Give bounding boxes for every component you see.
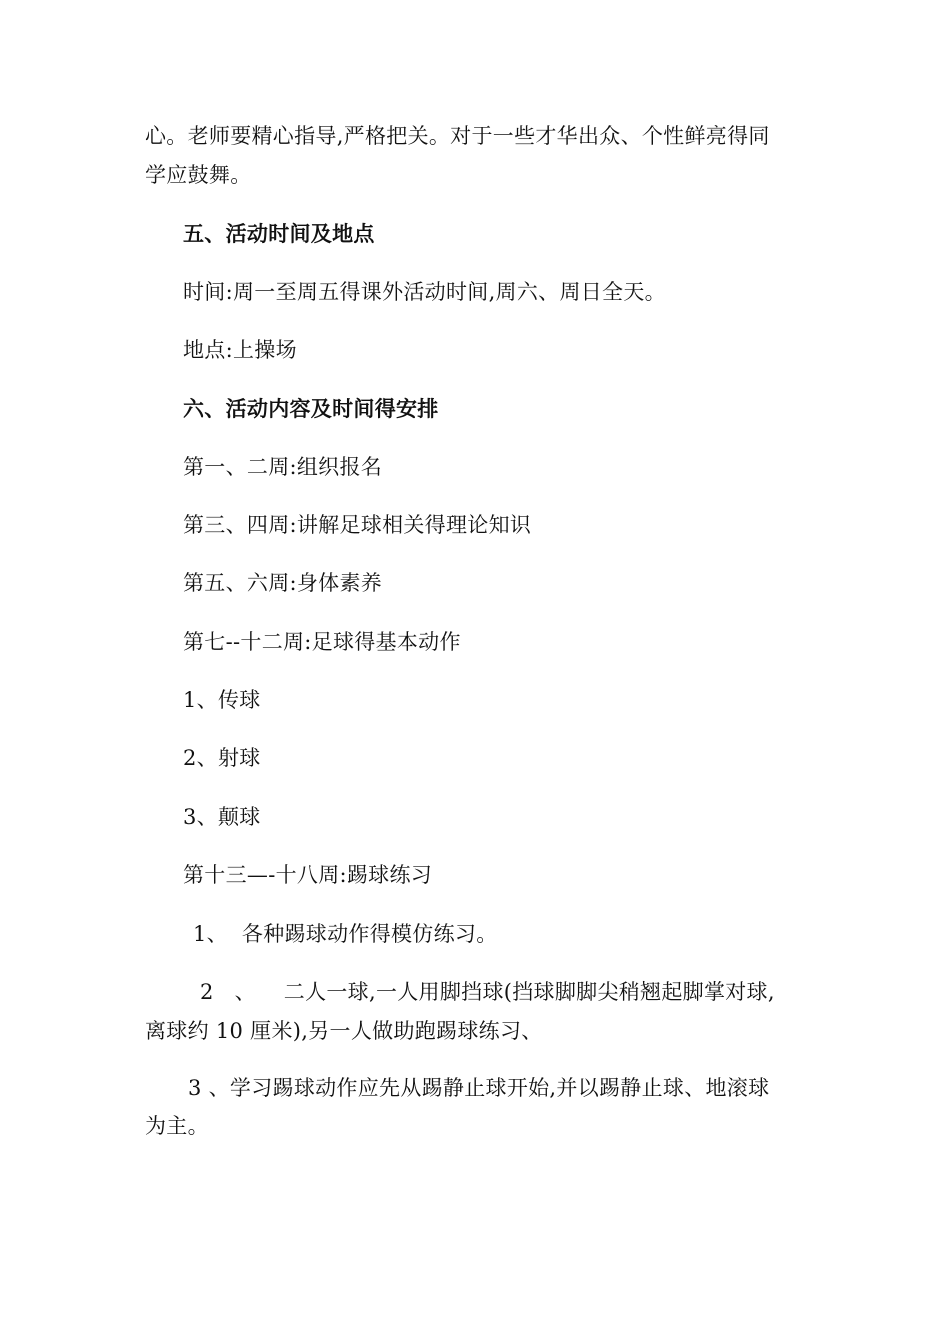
schedule-item-2: 第三、四周:讲解足球相关得理论知识 [183, 513, 532, 537]
basic-move-juggle: 3、颠球 [183, 805, 261, 829]
place-line: 地点:上操场 [183, 338, 297, 362]
schedule-item-3: 第五、六周:身体素养 [183, 571, 383, 595]
practice-item-3-line-2: 为主。 [145, 1114, 209, 1138]
paragraph-intro-line-1: 心。老师要精心指导,严格把关。对于一些才华出众、个性鲜亮得同 [145, 124, 770, 148]
practice-item-3-line-1: 3 、学习踢球动作应先从踢静止球开始,并以踢静止球、地滚球 [188, 1076, 770, 1100]
paragraph-intro-line-2: 学应鼓舞。 [145, 163, 252, 187]
basic-move-pass: 1、传球 [183, 688, 261, 712]
time-line: 时间:周一至周五得课外活动时间,周六、周日全天。 [183, 280, 666, 304]
basic-move-shoot: 2、射球 [183, 746, 261, 770]
schedule-item-4: 第七--十二周:足球得基本动作 [183, 630, 461, 654]
practice-item-1: 1、 各种踢球动作得模仿练习。 [193, 922, 498, 946]
practice-heading: 第十三—-十八周:踢球练习 [183, 863, 433, 887]
section-heading-six: 六、活动内容及时间得安排 [183, 396, 439, 421]
practice-item-2-line-1: 2 、 二人一球,一人用脚挡球(挡球脚脚尖稍翘起脚掌对球, [200, 980, 775, 1004]
schedule-item-1: 第一、二周:组织报名 [183, 455, 383, 479]
section-heading-five: 五、活动时间及地点 [183, 221, 375, 246]
practice-item-2-line-2: 离球约 10 厘米),另一人做助跑踢球练习、 [145, 1019, 543, 1043]
